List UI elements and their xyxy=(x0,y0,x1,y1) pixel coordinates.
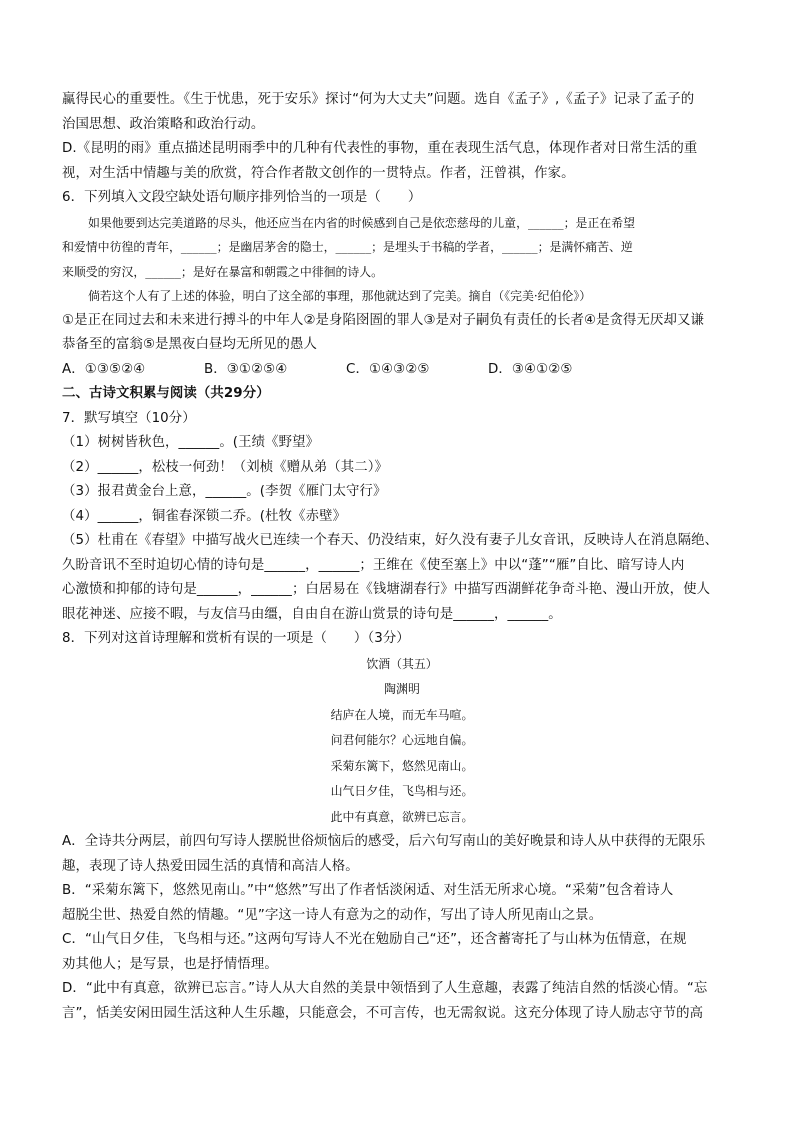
question-6-stem: 6．下列填入文段空缺处语句顺序排列恰当的一项是（ ） xyxy=(62,190,422,205)
poem-author: 陶渊明 xyxy=(384,682,420,696)
q7-line: 久盼音讯不至时迫切心情的诗句是______，______；王维在《使至塞上》中以“蓬”“雁”自比、暗写诗人内 xyxy=(62,557,685,573)
poem-title: 饮酒（其五） xyxy=(366,656,438,671)
q7-line: （5）杜甫在《春望》中描写战火已连续一个春天、仍没结束，好久没有妻子儿女音讯，反映诗人在消息隔绝、 xyxy=(62,533,719,548)
q6-options xyxy=(62,358,742,383)
intro-line: 治国思想、政治策略和政治行动。 xyxy=(62,116,265,132)
q7-line: （3）报君黄金台上意，______。(李贺《雁门太守行》 xyxy=(62,484,387,499)
q8-answer-line: B．“采菊东篱下，悠然见南山。”中“悠然”写出了作者恬淡闲适、对生活无所求心境。“采菊”包含着诗人 xyxy=(62,883,674,898)
poem-line: 此中有真意，欲辨已忘言。 xyxy=(330,809,474,824)
q7-line: （1）树树皆秋色，______。(王绩《野望》 xyxy=(62,435,320,450)
question-8-stem: 8．下列对这首诗理解和赏析有误的一项是（ ）（3分） xyxy=(62,631,410,646)
q6-passage-line: 如果他要到达完美道路的尽头，他还应当在内省的时候感到自己是依恋慈母的儿童，______；是正在希望 xyxy=(88,215,635,230)
q6-items-line: ①是正在同过去和未来进行搏斗的中年人②是身陷囹圄的罪人③是对子嗣负有责任的长者④是贪得无厌却又谦 xyxy=(62,312,705,328)
q7-line: 眼花神迷、应接不暇，与友信马由缰，自由自在游山赏景的诗句是______，______。 xyxy=(62,606,562,622)
question-7-stem: 7．默写填空（10分） xyxy=(62,410,196,426)
poem-line: 结庐在人境，而无车马喧。 xyxy=(330,707,474,722)
poem-line: 采菊东篱下，悠然见南山。 xyxy=(330,758,474,773)
q8-answer-line: 超脱尘世、热爱自然的情趣。“见”字这一诗人有意为之的动作，写出了诗人所见南山之景。 xyxy=(62,907,603,923)
q8-answer-line: 劝其他人；是写景，也是抒情悟理。 xyxy=(62,956,278,972)
q6-items-line: 恭备至的富翁⑤是黑夜白昼均无所见的愚人 xyxy=(62,337,317,352)
q8-answer-line: C．“山气日夕佳，飞鸟相与还。”这两句写诗人不光在勉励自己“还”，还含蓄寄托了与山林为伍情意，在规 xyxy=(62,932,687,947)
poem-line: 问君何能尔？心远地自偏。 xyxy=(330,733,474,747)
intro-line: D.《昆明的雨》重点描述昆明雨季中的几种有代表性的事物，重在表现生活气息，体现作者对日常生活的重 xyxy=(62,141,698,156)
q7-line: 心激愤和抑郁的诗句是______，______；白居易在《钱塘湖春行》中描写西湖鲜花争奇斗艳、漫山开放，使人 xyxy=(62,582,711,597)
intro-line: 视，对生活中情趣与美的欣赏，符合作者散文创作的一贯特点。作者，汪曾祺，作家。 xyxy=(62,165,575,181)
poem-line: 山气日夕佳，飞鸟相与还。 xyxy=(330,784,474,798)
q6-option-b: B．③①②⑤④ xyxy=(204,361,288,377)
q7-line: （4）______，铜雀春深锁二乔。(杜牧《赤壁》 xyxy=(62,508,347,524)
q6-passage-line: 和爱情中彷徨的青年，______；是幽居茅舍的隐士，______；是埋头于书稿的学者，______；是满怀痛苦、逆 xyxy=(62,240,633,254)
q6-option-a: A．①③⑤②④ xyxy=(62,361,146,377)
q6-option-d: D．③④①②⑤ xyxy=(488,361,573,377)
document-page xyxy=(62,88,742,1026)
section-2-heading: 二、古诗文积累与阅读（共29分） xyxy=(62,386,270,401)
intro-line: 赢得民心的重要性。《生于忧患，死于安乐》探讨“何为大丈夫”问题。选自《孟子》,《孟子》记录了孟子的 xyxy=(62,92,695,107)
q8-answer-line: 言”，恬美安闲田园生活这种人生乐趣，只能意会，不可言传，也无需叙说。这充分体现了诗人励志守节的高 xyxy=(62,1005,704,1021)
q6-passage-line: 来顺受的穷汉，______；是好在暴富和朝霞之中徘徊的诗人。 xyxy=(62,264,384,279)
q8-answer-line: A．全诗共分两层，前四句写诗人摆脱世俗烦恼后的感受，后六句写南山的美好晚景和诗人从中获得的无限乐 xyxy=(62,834,706,849)
q8-answer-line: D．“此中有真意，欲辨已忘言。”诗人从大自然的美景中领悟到了人生意趣，表露了纯洁自然的恬淡心情。“忘 xyxy=(62,981,708,996)
poem-block xyxy=(62,652,742,831)
q6-option-c: C．①④③②⑤ xyxy=(346,361,430,377)
q8-answer-line: 趣，表现了诗人热爱田园生活的真情和高洁人格。 xyxy=(62,858,359,874)
q7-line: （2）______，松枝一何劲！（刘桢《赠从弟（其二）》 xyxy=(62,459,388,475)
q6-passage-line: 倘若这个人有了上述的体验，明白了这全部的事理，那他就达到了完美。摘自（《完美·纪伯伦》） xyxy=(88,289,592,303)
